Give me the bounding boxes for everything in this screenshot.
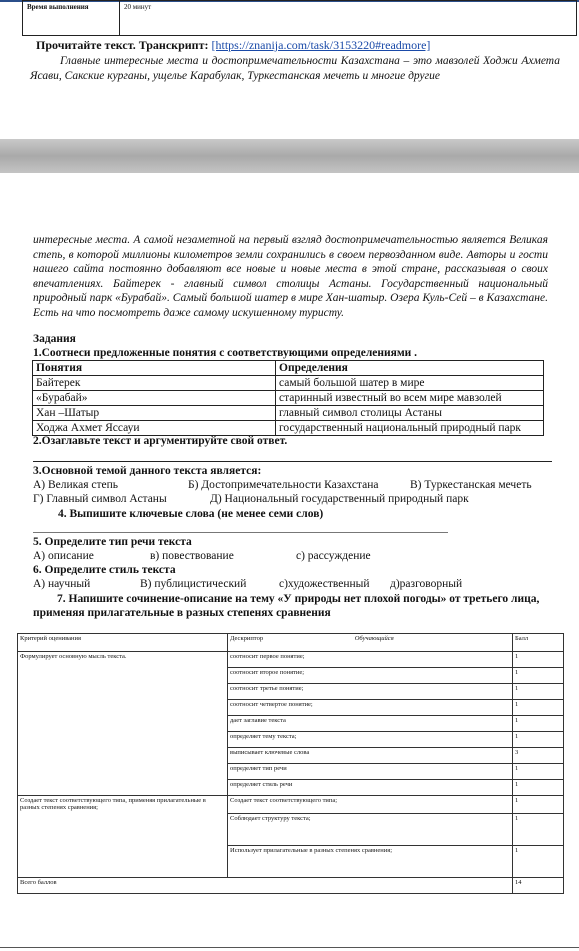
descriptor-cell: соотносит третье понятие; [228,684,513,700]
time-label: Время выполнения [23,1,120,36]
task1-title: 1.Соотнеси предложенные понятия с соответствующими определениями . [33,347,418,359]
definition-cell: государственный национальный природный парк [276,421,544,436]
table-row [33,376,544,391]
table-row [33,391,544,406]
col-header-concepts: Понятия [33,361,276,376]
student-header: Обучающийся [354,635,394,642]
descriptor-cell: определяет тип речи [228,764,513,780]
score-cell: 1 [513,684,564,700]
descriptor-cell: дает заглавие текста [228,716,513,732]
score-cell: 1 [513,846,564,878]
tasks-heading: Задания [33,333,76,345]
task5-title: 5. Определите тип речи текста [33,536,192,548]
body-text: интересные места. А самой незаметной на первый взгляд достопримечательностью является Великая степь, в которой миллионы километров земли сохранились в своем первозданном виде. Авторы и гости нашего сайта постоянно добавляют все новые и новые места в этой стране, рассказывая о своих впечатлениях. Байтерек - главный символ столицы Астаны. Государственный национальный природный парк «Бурабай». Самый большой шатер в мире Хан-шатыр. Озера Куль-Сей – в Казахстане. Есть на что посмотреть даже самому искушенному туристу. [33,234,548,319]
criteria-header: Критерий оценивания [18,634,228,652]
score-cell: 1 [513,814,564,846]
score-cell: 1 [513,796,564,814]
task6-option-b: В) публицистический [140,578,247,590]
descriptor-cell: определяет тему текста; [228,732,513,748]
score-cell: 3 [513,748,564,764]
page-bottom-line [0,947,579,948]
task5-option-a: А) описание [33,550,94,562]
score-header: Балл [513,634,564,652]
task6-option-c: с)художественный [279,578,370,590]
task6-option-d: д)разговорный [390,578,463,590]
score-cell: 1 [513,780,564,796]
definition-cell: самый большой шатер в мире [276,376,544,391]
info-table [22,0,577,36]
score-cell: 1 [513,652,564,668]
criterion-2: Создает текст соответствующего типа, применяя прилагательные в разных степенях сравнения; [18,796,228,878]
task3-option-c: В) Туркестанская мечеть [410,479,532,491]
descriptor-header [228,634,513,652]
score-cell: 1 [513,764,564,780]
criterion-1: Формулирует основную мысль текста. [18,652,228,796]
matching-table [32,360,544,436]
definition-cell: главный символ столицы Астаны [276,406,544,421]
task7-title: 7. Напишите сочинение-описание на тему «У природы нет плохой погоды» от третьего лица, применяя прилагательные в разных степенях сравнения [33,593,540,619]
source-link[interactable]: [https://znanija.com/task/3153220#readmore] [211,38,431,52]
descriptor-cell: соотносит первое понятие; [228,652,513,668]
score-cell: 1 [513,700,564,716]
task3-title: 3.Основной темой данного текста является: [33,465,262,477]
criteria-table [17,633,564,894]
intro-text: Главные интересные места и достопримечательности Казахстана – это мавзолей Ходжи Ахмета Ясави, Сакские курганы, ущелье Карабулак, Туркестанская мечеть и многие другие [30,55,560,82]
answer-line [33,532,448,533]
task3-option-d: Г) Главный символ Астаны [33,493,167,505]
task5-option-b: в) повествование [150,550,234,562]
task4-title: 4. Выпишите ключевые слова (не менее семи слов) [58,508,324,520]
table-row [33,406,544,421]
concept-cell: Байтерек [33,376,276,391]
descriptor-cell: соотносит второе понятие; [228,668,513,684]
task6-option-a: А) научный [33,578,91,590]
col-header-definitions: Определения [276,361,544,376]
score-cell: 1 [513,716,564,732]
total-value: 14 [513,878,564,894]
descriptor-cell: Использует прилагательные в разных степенях сравнения; [228,846,513,878]
time-value: 20 минут [120,1,577,36]
descriptor-cell: соотносит четвертое понятие; [228,700,513,716]
descriptor-cell: выписывает ключевые слова [228,748,513,764]
concept-cell: Ходжа Ахмет Яссауи [33,421,276,436]
descriptor-header-label: Дескриптор [230,635,264,642]
task2-title: 2.Озаглавьте текст и аргументируйте свой ответ. [33,435,288,447]
descriptor-cell: определяет стиль речи [228,780,513,796]
descriptor-cell: Соблюдает структуру текста; [228,814,513,846]
descriptor-cell: Создает текст соответствующего типа; [228,796,513,814]
concept-cell: Хан –Шатыр [33,406,276,421]
task3-option-a: А) Великая степь [33,479,118,491]
page-gap [0,139,579,173]
total-label: Всего баллов [18,878,513,894]
score-cell: 1 [513,732,564,748]
concept-cell: «Бурабай» [33,391,276,406]
intro-heading-line [36,38,566,53]
task3-option-b: Б) Достопримечательности Казахстана [188,479,379,491]
task3-option-e: Д) Национальный государственный природный парк [210,493,469,505]
intro-heading: Прочитайте текст. Транскрипт: [36,38,209,52]
score-cell: 1 [513,668,564,684]
definition-cell: старинный известный во всем мире мавзолей [276,391,544,406]
answer-line [33,461,552,462]
task6-title: 6. Определите стиль текста [33,564,176,576]
task5-option-c: с) рассуждение [296,550,371,562]
